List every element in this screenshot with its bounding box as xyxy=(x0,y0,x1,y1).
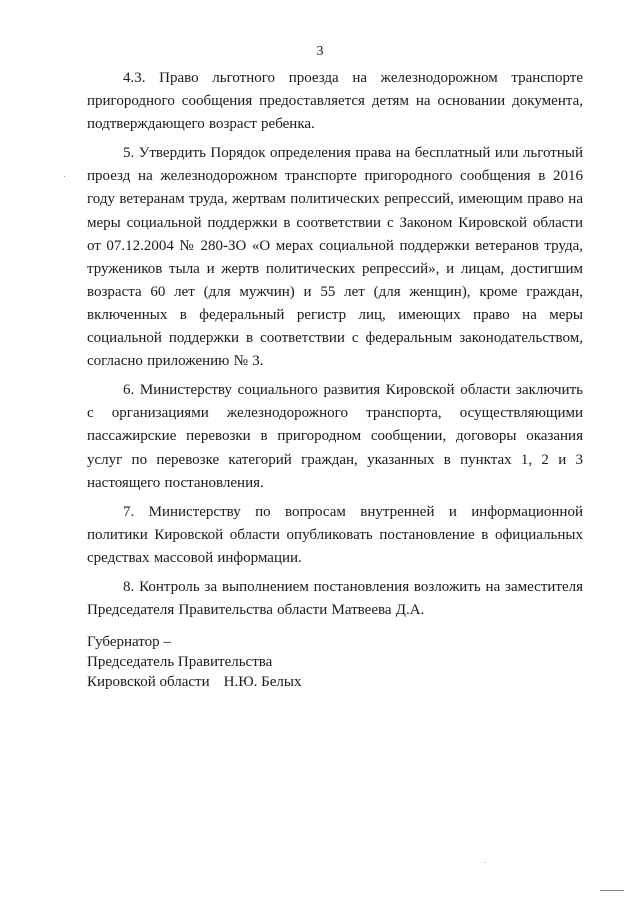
signature-title-line-3 xyxy=(87,672,301,692)
paragraph-7: 7. Министерству по вопросам внутренней и информационной политики Кировской области опубликовать постановление в официальных средствах массовой информации. xyxy=(87,503,583,566)
paragraph-8: 8. Контроль за выполнением постановления возложить на заместителя Председателя Правительства области Матвеева Д.А. xyxy=(87,578,583,619)
scan-edge-mark xyxy=(600,890,624,891)
signature-title-line-1: Губернатор – xyxy=(87,634,171,650)
signatory-name: Н.Ю. Белых xyxy=(223,674,302,690)
signature-block xyxy=(87,632,301,692)
signature-title-line-2: Председатель Правительства xyxy=(87,654,273,670)
paragraph-4-3: 4.3. Право льготного проезда на железнодорожном транспорте пригородного сообщения предоставляется детям на основании документа, подтверждающего возраст ребенка. xyxy=(87,70,583,133)
scan-speck xyxy=(484,862,485,863)
paragraph-5: 5. Утвердить Порядок определения права на бесплатный или льготный проезд на железнодорожном транспорте пригородного сообщения в 2016 году ветеранам труда, жертвам политических репрессий, имеющим право на меры социальной поддержки в соответствии с Законом Кировской области от 07.12.2004 № 280-ЗО «О мерах социальной поддержки ветеранов труда, тружеников тыла и жертв политических репрессий», и лицам, достигшим возраста 60 лет (для мужчин) и 55 лет (для женщин), кроме граждан, включенных в федеральный регистр лиц, имеющих право на меры социальной поддержки в соответствии с федеральным законодательством, согласно приложению № 3. xyxy=(87,145,583,370)
document-body xyxy=(87,67,583,628)
scan-speck xyxy=(64,176,65,177)
paragraph-6: 6. Министерству социального развития Кировской области заключить с организациями железнодорожного транспорта, осуществляющими пассажирские перевозки в пригородном сообщении, договоры оказания услуг по перевозке категорий граждан, указанных в пунктах 1, 2 и 3 настоящего постановления. xyxy=(87,382,583,491)
signature-region: Кировской области xyxy=(87,674,210,690)
page-number: 3 xyxy=(316,44,324,59)
